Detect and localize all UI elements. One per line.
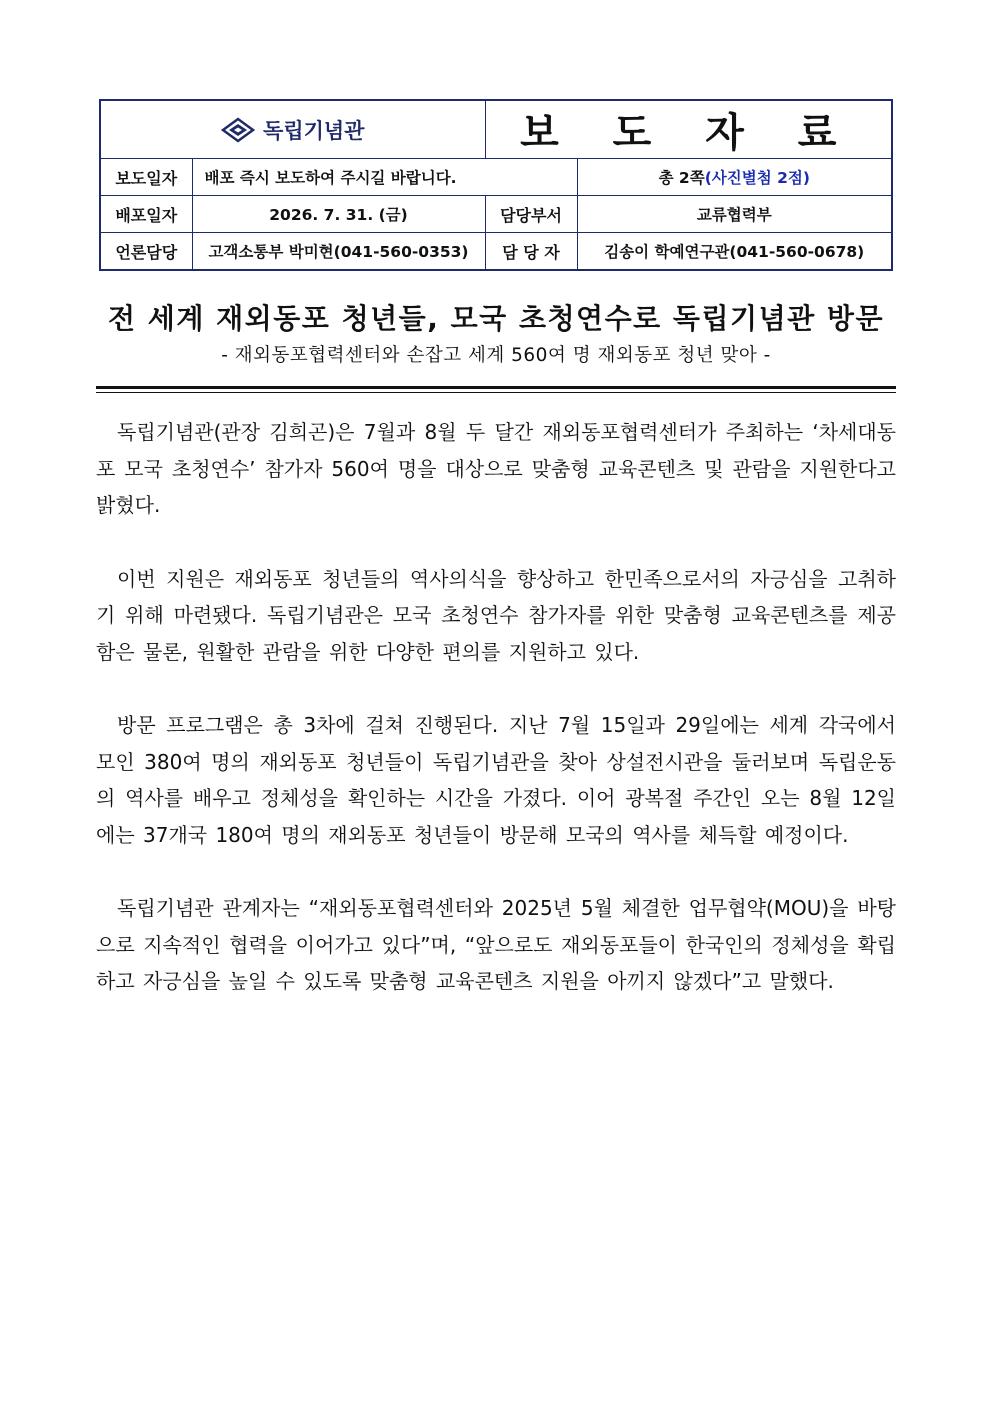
- divider-thin: [96, 392, 896, 393]
- release-date-label: 보도일자: [100, 159, 192, 196]
- photo-attachment-note: (사진별첨 2점): [704, 169, 810, 188]
- department-label: 담당부서: [485, 196, 577, 233]
- logo-cell: [100, 100, 485, 159]
- paragraph: 이번 지원은 재외동포 청년들의 역사의식을 향상하고 한민족으로서의 자긍심을 고취하기 위해 마련됐다. 독립기념관은 모국 초청연수 참가자를 위한 맞춤형 교육콘텐츠를 제공함은 물론, 원활한 관람을 위한 다양한 편의를 지원하고 있다.: [96, 566, 896, 664]
- page-count-text: 총 2쪽: [658, 169, 705, 188]
- person-in-charge-label: 담 당 자: [485, 233, 577, 270]
- divider-thick: [96, 386, 896, 389]
- release-date-value: 배포 즉시 보도하여 주시길 바랍니다.: [192, 159, 577, 196]
- page-count: [577, 159, 892, 196]
- article-body: [96, 414, 896, 1037]
- release-date-row: [100, 159, 892, 196]
- press-contact-row: [100, 233, 892, 270]
- paragraph: 독립기념관(관장 김희곤)은 7월과 8월 두 달간 재외동포협력센터가 주최하는 ‘차세대동포 모국 초청연수’ 참가자 560여 명을 대상으로 맞춤형 교육콘텐츠 및 관람을 지원한다고 밝혔다.: [96, 420, 896, 517]
- paragraph: 독립기념관 관계자는 “재외동포협력센터와 2025년 5월 체결한 업무협약(MOU)을 바탕으로 지속적인 협력을 이어가고 있다”며, “앞으로도 재외동포들이 한국인의 정체성을 확립하고 자긍심을 높일 수 있도록 맞춤형 교육콘텐츠 지원을 아끼지 않겠다”고 말했다.: [96, 896, 896, 993]
- press-contact-label: 언론담당: [100, 233, 192, 270]
- press-contact-value: 고객소통부 박미현(041-560-0353): [192, 233, 485, 270]
- logo-text: 독립기념관: [263, 118, 365, 143]
- organization-logo: [101, 115, 485, 145]
- distribution-date-label: 배포일자: [100, 196, 192, 233]
- distribution-date-row: [100, 196, 892, 233]
- logo-emblem-icon: [221, 117, 255, 143]
- headline: 전 세계 재외동포 청년들, 모국 초청연수로 독립기념관 방문: [107, 302, 885, 335]
- subheadline: - 재외동포협력센터와 손잡고 세계 560여 명 재외동포 청년 맞아 -: [221, 345, 771, 366]
- distribution-date-value: 2026. 7. 31. (금): [192, 196, 485, 233]
- paragraph: 방문 프로그램은 총 3차에 걸쳐 진행된다. 지난 7월 15일과 29일에는 세계 각국에서 모인 380여 명의 재외동포 청년들이 독립기념관을 찾아 상설전시관을 둘러보며 독립운동의 역사를 배우고 정체성을 확인하는 시간을 가졌다. 이어 광복절 주간인 오는 8월 12일에는 37개국 180여 명의 재외동포 청년들이 방문해 모국의 역사를 체득할 예정이다.: [96, 713, 896, 847]
- document-type-title: 보 도 자 료: [485, 100, 892, 159]
- department-value: 교류협력부: [577, 196, 892, 233]
- press-release-header-table: [99, 99, 893, 271]
- person-in-charge-value: 김송이 학예연구관(041-560-0678): [577, 233, 892, 270]
